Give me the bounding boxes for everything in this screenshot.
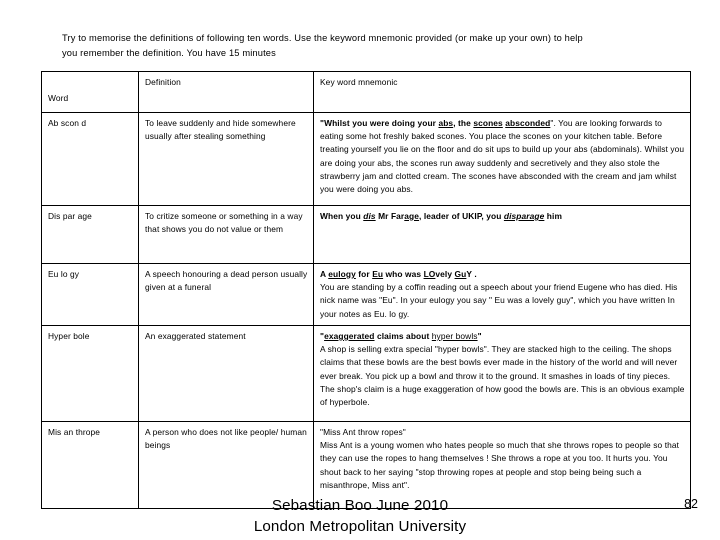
mnemonic-text [320,117,685,196]
table-row [42,264,691,326]
header-label-definition: Definition [145,77,181,87]
mnemonic-suffix: " [477,331,482,341]
mnemonic-mid-2: , leader of UKIP, you [419,211,504,221]
mnemonic-title: "Miss Ant throw ropes" [320,427,406,437]
definition-text: An exaggerated statement [145,331,246,341]
definition-text: A person who does not like people/ human beings [145,427,307,451]
word-text: Eu lo gy [48,269,80,279]
word-text: Dis par age [48,211,92,221]
header-label-word: Word [48,93,69,103]
word-text: Ab scon d [48,118,87,128]
footer-author-line: Sebastian Boo June 2010 [271,497,449,514]
cell-definition [139,326,314,422]
cell-definition [139,113,314,206]
cell-mnemonic [314,264,691,326]
footer-institution-line: London Metropolitan University [253,518,467,535]
mnemonic-prefix: A [320,269,329,279]
slide-footer [0,495,720,540]
mnemonic-mid-1: Mr Far [375,211,405,221]
header-cell-mnemonic [314,72,691,113]
table-row [42,113,691,206]
table-row [42,206,691,264]
mnemonic-keyword-3: disparage [503,211,545,221]
header-cell-definition [139,72,314,113]
mnemonic-prefix: When you [320,211,364,221]
mnemonic-body: You are standing by a coffin reading out a speech about your friend Eugene who has died. His nick name was "Eu". In your eulogy you say " Eu was a lovely guy", which you have written In your notes as Eu. lo gy. [320,282,678,319]
header-cell-word [42,72,139,113]
mnemonic-mid-3: vely [435,269,455,279]
vocabulary-table [41,71,691,509]
mnemonic-prefix: " [320,331,325,341]
definition-text: A speech honouring a dead person usually given at a funeral [145,269,308,293]
mnemonic-title [320,268,685,281]
cell-definition [139,264,314,326]
mnemonic-mid-1: , the [453,118,474,128]
cell-mnemonic [314,206,691,264]
table-row [42,326,691,422]
mnemonic-keyword-1: exaggerated [324,331,375,341]
definition-text: To leave suddenly and hide somewhere usually after stealing something [145,118,296,142]
cell-word [42,264,139,326]
cell-mnemonic [314,113,691,206]
table-header-row [42,72,691,113]
footer-credit [0,495,720,537]
word-text: Hyper bole [48,331,90,341]
mnemonic-mid-1: claims about [374,331,432,341]
page-number: 82 [684,497,698,511]
mnemonic-body: A shop is selling extra special "hyper bowls". They are stacked high to the ceiling. The shops claims that these bowls are the best bowls ever made in the history of the world and will never ever break. You pick up a bowl and throw it to the ground. It smashes in loads of tiny pieces. The shop's claim is a huge exaggeration of how good the bowls are. This is an obvious example of hyperbole. [320,344,685,408]
cell-definition [139,206,314,264]
header-label-mnemonic: Key word mnemonic [320,77,398,87]
mnemonic-keyword-1: dis [363,211,376,221]
mnemonic-suffix: Y . [466,269,477,279]
mnemonic-quote-open: "Whilst you were doing your [320,118,439,128]
mnemonic-text [320,210,685,223]
mnemonic-keyword-3: LO [423,269,436,279]
definition-text: To critize someone or something in a way that shows you do not value or them [145,211,303,235]
mnemonic-body: ". You are looking forwards to eating some hot freshly baked scones. You place the scones on your kitchen table. Before treating yourself you lie on the floor and do sit ups to build up your abs (abdominals). Whilst you are doing your abs, the scones run away suddenly and secretively and they also stole the strawberry jam and clotted cream. The scones have absconded with the cream and jam whilst you were doing you abs. [320,118,685,195]
cell-word [42,326,139,422]
mnemonic-keyword-1: eulogy [328,269,356,279]
cell-mnemonic [314,326,691,422]
intro-instructions: Try to memorise the definitions of following ten words. Use the keyword mnemonic provided (or make up your own) to help you remember the definition. You have 15 minutes [62,33,583,58]
word-text: Mis an thrope [48,427,101,437]
mnemonic-mid-2: who was [383,269,424,279]
mnemonic-keyword-2: Eu [372,269,384,279]
mnemonic-keyword-4: Gu [454,269,467,279]
mnemonic-suffix: him [544,211,562,221]
mnemonic-body: Miss Ant is a young women who hates people so much that she throws ropes to people so that they can use the ropes to hang themselves ! She throws a rope at you too. It hurts you. You shout back to her saying "stop throwing ropes at people and stop being being such a misanthrope, Miss ant". [320,440,680,490]
mnemonic-keyword-2: hyper bowls [431,331,478,341]
cell-word [42,206,139,264]
mnemonic-keyword-3: absconded [505,118,551,128]
cell-word [42,113,139,206]
mnemonic-title [320,330,685,343]
mnemonic-mid-1: for [355,269,373,279]
mnemonic-keyword-1: abs [438,118,454,128]
mnemonic-keyword-2: age [404,211,420,221]
mnemonic-keyword-2: scones [473,118,503,128]
